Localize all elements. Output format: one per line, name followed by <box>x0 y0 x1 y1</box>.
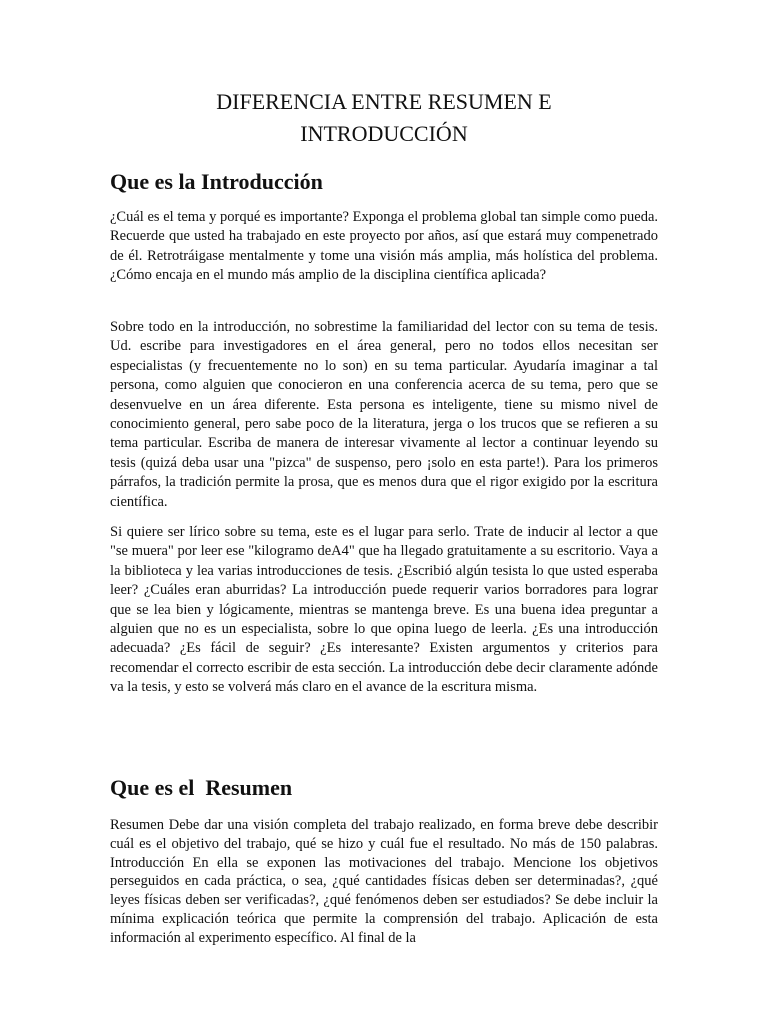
introduccion-paragraph-3: Si quiere ser lírico sobre su tema, este es el lugar para serlo. Trate de inducir al lector a que "se muera" por leer ese "kilogramo deA4" que ha llegado gratuitamente a su escritorio. Vaya a la biblioteca y lea varias introducciones de tesis. ¿Escribió algún tesista lo que usted esperaba leer? ¿Cuáles eran aburridas? La introducción puede requerir varios borradores para lograr que se lea bien y lógicamente, mientras se mantenga breve. Es una buena idea preguntar a alguien que no es un especialista, sobre lo que opina luego de leerla. ¿Es una introducción adecuada? ¿Es fácil de seguir? ¿Es interesante? Existen argumentos y criterios para recomendar el correcto escribir de esta sección. La introducción debe decir claramente adónde va la tesis, y esto se volverá más claro en el avance de la escritura misma. <box>110 524 658 696</box>
title-line-2: INTRODUCCIÓN <box>300 121 468 146</box>
introduccion-paragraph-1: ¿Cuál es el tema y porqué es importante? Exponga el problema global tan simple como pueda. Recuerde que usted ha trabajado en este proyecto por años, así que estará muy compenetrado de él. Retrotráigase mentalmente y tome una visión más amplia, más holística del problema. ¿Cómo encaja en el mundo más amplio de la disciplina científica aplicada? <box>110 209 658 284</box>
section-heading-introduccion: Que es la Introducción <box>110 169 323 194</box>
section-heading-resumen: Que es el Resumen <box>110 775 293 800</box>
title-line-1: DIFERENCIA ENTRE RESUMEN E <box>216 89 552 114</box>
introduccion-paragraph-2: Sobre todo en la introducción, no sobrestime la familiaridad del lector con su tema de tesis. Ud. escribe para investigadores en el área general, pero no todos ellos necesitan ser especialistas (y frecuentemente no lo son) en su tema particular. Ayudaría imaginar a tal persona, como alguien que conocieron en una conferencia acerca de su tema, pero que se desenvuelve en un área diferente. Esta persona es inteligente, tiene su mismo nivel de conocimiento general, pero sabe poco de la literatura, jerga o los trucos que se refieren a su tema particular. Escriba de manera de interesar vivamente al lector a continuar leyendo su tesis (quizá deba usar una "pizca" de suspenso, pero ¡solo en esta parte!). Para los primeros párrafos, la tradición permite la prosa, que es menos dura que el rigor exigido por la escritura científica. <box>110 319 658 510</box>
document-title <box>110 86 658 150</box>
resumen-paragraph-1: Resumen Debe dar una visión completa del trabajo realizado, en forma breve debe describir cuál es el objetivo del trabajo, qué se hizo y cuál fue el resultado. No más de 150 palabras. Introducción En ella se exponen las motivaciones del trabajo. Mencione los objetivos perseguidos en cada práctica, o sea, ¿qué cantidades físicas deben ser determinadas?, ¿qué leyes físicas deben ser verificadas?, ¿qué fenómenos deben ser estudiados? Se debe incluir la mínima explicación teórica que permite la comprensión del trabajo. Aplicación de esta información al experimento específico. Al final de la <box>110 817 658 946</box>
